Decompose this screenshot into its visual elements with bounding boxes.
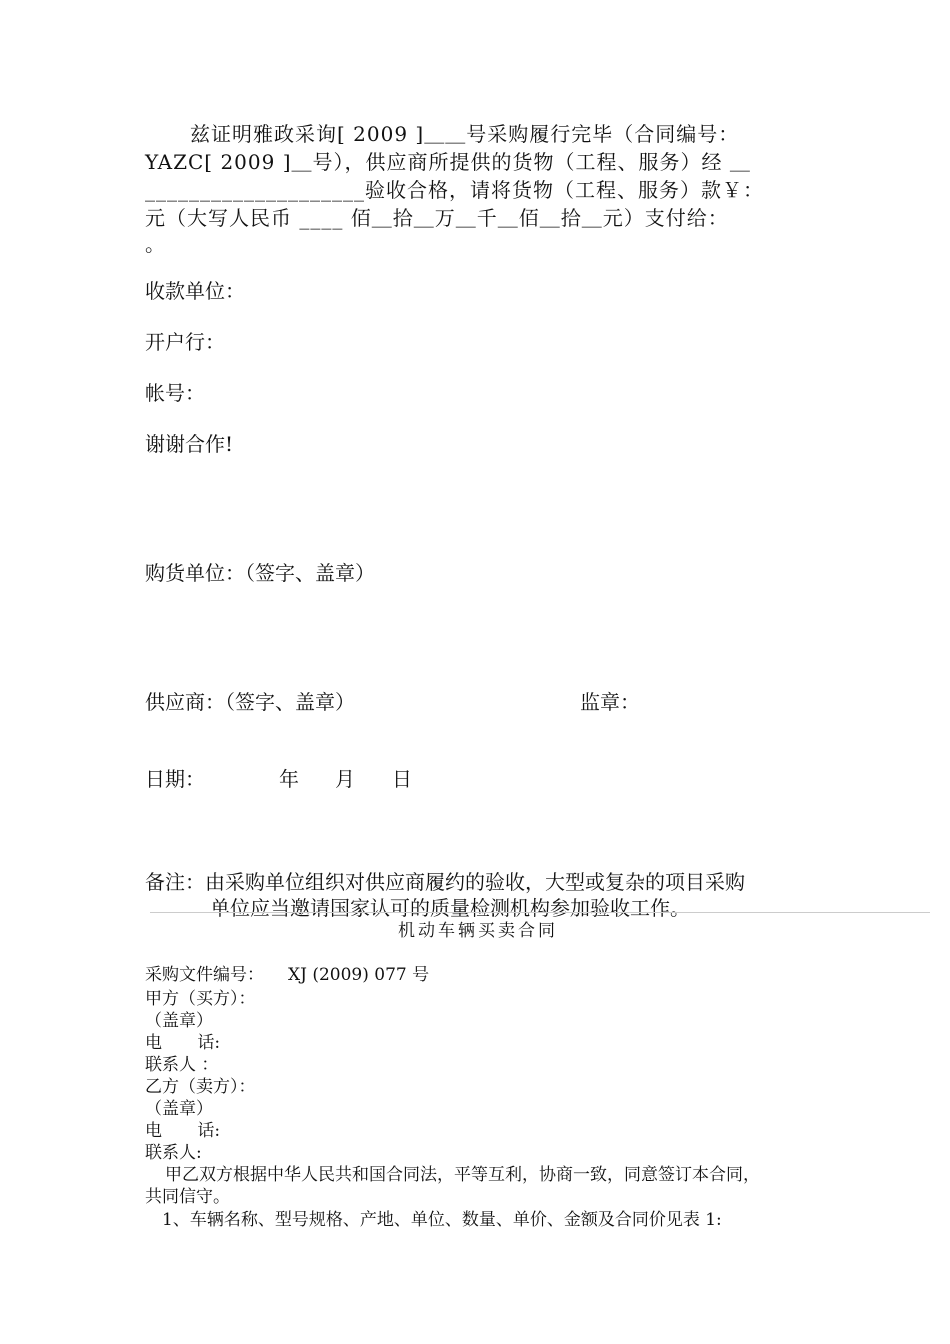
bank-label: 开户行： (145, 330, 225, 354)
date-month: 月 (335, 767, 355, 791)
party-b-contact: 联系人: (145, 1143, 202, 1163)
supervision-label: 监章： (580, 690, 640, 714)
cert-line-5: 。 (145, 232, 166, 256)
contract-title: 机动车辆买卖合同 (398, 921, 558, 941)
party-b-label: 乙方（卖方）： (145, 1077, 256, 1097)
page-divider (150, 912, 930, 913)
party-a-label: 甲方（买方）： (145, 989, 256, 1009)
note-line-2: 单位应当邀请国家认可的质量检测机构参加验收工作。 (210, 896, 690, 920)
note-line-1: 备注：由采购单位组织对供应商履约的验收，大型或复杂的项目采购 (145, 870, 745, 894)
account-label: 帐号： (145, 381, 205, 405)
party-b-phone: 电 话: (145, 1121, 221, 1141)
cert-line-4: 元（大写人民币 ____ 佰＿拾＿万＿千＿佰＿拾＿元）支付给： (145, 206, 729, 230)
date-label: 日期： (145, 767, 205, 791)
party-a-seal: （盖章） (145, 1011, 213, 1031)
cert-line-2: YAZC[ 2009 ]＿号），供应商所提供的货物（工程、服务）经 ＿ (145, 150, 751, 174)
clause-1: 1、车辆名称、型号规格、产地、单位、数量、单价、金额及合同价见表 1: (162, 1210, 722, 1230)
date-day: 日 (392, 767, 412, 791)
doc-number-value: XJ (2009) 077 号 (288, 965, 430, 985)
buyer-signature-line: 购货单位：（签字、盖章） (145, 561, 375, 585)
payee-label: 收款单位： (145, 279, 245, 303)
party-b-seal: （盖章） (145, 1099, 213, 1119)
supplier-signature-line: 供应商：（签字、盖章） (145, 690, 355, 714)
cert-line-1: 兹证明雅政采询[ 2009 ]＿＿号采购履行完毕（合同编号： (190, 122, 740, 146)
party-a-contact: 联系人 ： (145, 1055, 219, 1075)
party-a-phone: 电 话: (145, 1033, 221, 1053)
date-year: 年 (279, 767, 299, 791)
intro-line-1: 甲乙双方根据中华人民共和国合同法，平等互利，协商一致，同意签订本合同， (165, 1165, 760, 1185)
cert-line-3: ____________________验收合格，请将货物（工程、服务）款￥： (145, 178, 764, 202)
doc-number-label: 采购文件编号： (145, 965, 264, 985)
intro-line-2: 共同信守。 (145, 1187, 230, 1207)
thanks-text: 谢谢合作! (145, 432, 234, 456)
